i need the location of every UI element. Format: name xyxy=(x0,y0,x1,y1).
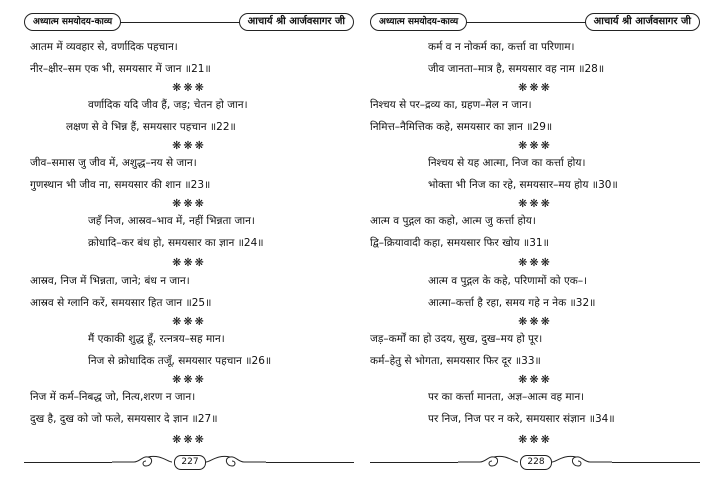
separator-ornament: ❋❋❋ xyxy=(518,433,552,446)
verse-line: कर्म व न नोकर्म का, कर्त्ता वा परिणाम। xyxy=(428,41,575,53)
verse-line: दुख है, दुख को जो फले, समयसार दे ज्ञान ॥27॥ xyxy=(30,413,218,425)
left-page-footer xyxy=(24,454,354,470)
right-page-header xyxy=(370,11,700,33)
separator-ornament: ❋❋❋ xyxy=(518,256,552,269)
verse-line: पर का कर्त्ता मानता, अज्ञ–आत्म वह मान। xyxy=(428,391,585,403)
verse-line: आस्रव, निज में भिन्नता, जाने; बंध न जान। xyxy=(30,275,190,287)
book-title-label: अध्यात्म समयोदय-काव्य xyxy=(370,13,467,31)
verse-line: कर्म–हेतु से भोगता, समयसार फिर दूर ॥33॥ xyxy=(370,355,541,367)
verse-line: निज में कर्म–निबद्ध जो, नित्य,शरण न जान। xyxy=(30,391,196,403)
verse-line: निश्चय से पर–द्रव्य का, ग्रहण–मेल न जान। xyxy=(370,99,532,111)
verse-line: मैं एकाकी शुद्ध हूँ, रत्नत्रय–सह मान। xyxy=(88,333,225,345)
verse-line: आत्म व पुद्गल के कहे, परिणामों को एक–। xyxy=(428,275,588,287)
footer-flourish-icon xyxy=(458,454,518,470)
separator-ornament: ❋❋❋ xyxy=(518,197,552,210)
separator-ornament: ❋❋❋ xyxy=(172,139,206,152)
verse-line: लक्षण से वे भिन्न हैं, समयसार पहचान ॥22॥ xyxy=(66,121,236,133)
verse-line: क्रोधादि–कर बंध हो, समयसार का ज्ञान ॥24॥ xyxy=(88,237,264,249)
right-page xyxy=(370,0,700,480)
verse-line: द्वि–क्रियावादी कहा, समयसार फिर खोय ॥31॥ xyxy=(370,237,549,249)
verse-line: आत्म व पुद्गल का कहो, आत्म जु कर्त्ता होय। xyxy=(370,215,536,227)
verse-line: जीव जानता–मात्र है, समयसार वह नाम ॥28॥ xyxy=(428,63,605,75)
left-page-header xyxy=(24,11,354,33)
separator-ornament: ❋❋❋ xyxy=(172,81,206,94)
footer-rule xyxy=(370,462,458,463)
page-number: 227 xyxy=(174,455,206,470)
verse-line: जहँ निज, आस्रव–भाव में, नहीं भिन्नता जान। xyxy=(88,215,255,227)
verse-line: निश्चय से यह आत्मा, निज का कर्त्ता होय। xyxy=(428,157,586,169)
author-label: आचार्य श्री आर्जवसागर जी xyxy=(239,13,354,31)
separator-ornament: ❋❋❋ xyxy=(172,373,206,386)
separator-ornament: ❋❋❋ xyxy=(518,373,552,386)
footer-flourish-icon xyxy=(552,454,612,470)
footer-rule xyxy=(612,462,700,463)
footer-rule xyxy=(24,462,112,463)
verse-line: आतम में व्यवहार से, वर्णादिक पहचान। xyxy=(30,41,178,53)
footer-flourish-icon xyxy=(112,454,172,470)
verse-line: जड़–कर्मों का हो उदय, सुख, दुख–मय हो पूर। xyxy=(370,333,543,345)
footer-flourish-icon xyxy=(206,454,266,470)
verse-line: गुणस्थान भी जीव ना, समयसार की शान ॥23॥ xyxy=(30,179,211,191)
verse-line: आत्मा–कर्त्ता है रहा, समय गहे न नेक ॥32॥ xyxy=(428,297,596,309)
right-page-footer xyxy=(370,454,700,470)
verse-line: नीर–क्षीर–सम एक भी, समयसार में जान ॥21॥ xyxy=(30,63,211,75)
separator-ornament: ❋❋❋ xyxy=(518,139,552,152)
verse-line: भोक्ता भी निज का रहे, समयसार–मय होय ॥30॥ xyxy=(428,179,618,191)
separator-ornament: ❋❋❋ xyxy=(172,433,206,446)
verse-line: पर निज, निज पर न करे, समयसार संज्ञान ॥34॥ xyxy=(428,413,615,425)
footer-rule xyxy=(266,462,354,463)
separator-ornament: ❋❋❋ xyxy=(518,315,552,328)
verse-line: वर्णादिक यदि जीव हैं, जड़; चेतन हो जान। xyxy=(88,99,248,111)
separator-ornament: ❋❋❋ xyxy=(172,315,206,328)
verse-line: आस्रव से ग्लानि करें, समयसार हित जान ॥25॥ xyxy=(30,297,212,309)
separator-ornament: ❋❋❋ xyxy=(172,197,206,210)
author-label: आचार्य श्री आर्जवसागर जी xyxy=(585,13,700,31)
left-page xyxy=(24,0,354,480)
page-number: 228 xyxy=(520,455,552,470)
separator-ornament: ❋❋❋ xyxy=(518,81,552,94)
separator-ornament: ❋❋❋ xyxy=(172,256,206,269)
verse-line: जीव–समास जु जीव में, अशुद्ध–नय से जान। xyxy=(30,157,197,169)
book-title-label: अध्यात्म समयोदय-काव्य xyxy=(24,13,121,31)
verse-line: निज से क्रोधादिक तजूँ, समयसार पहचान ॥26॥ xyxy=(88,355,272,367)
verse-line: निमित्त–नैमित्तिक कहे, समयसार का ज्ञान ॥29॥ xyxy=(370,121,553,133)
